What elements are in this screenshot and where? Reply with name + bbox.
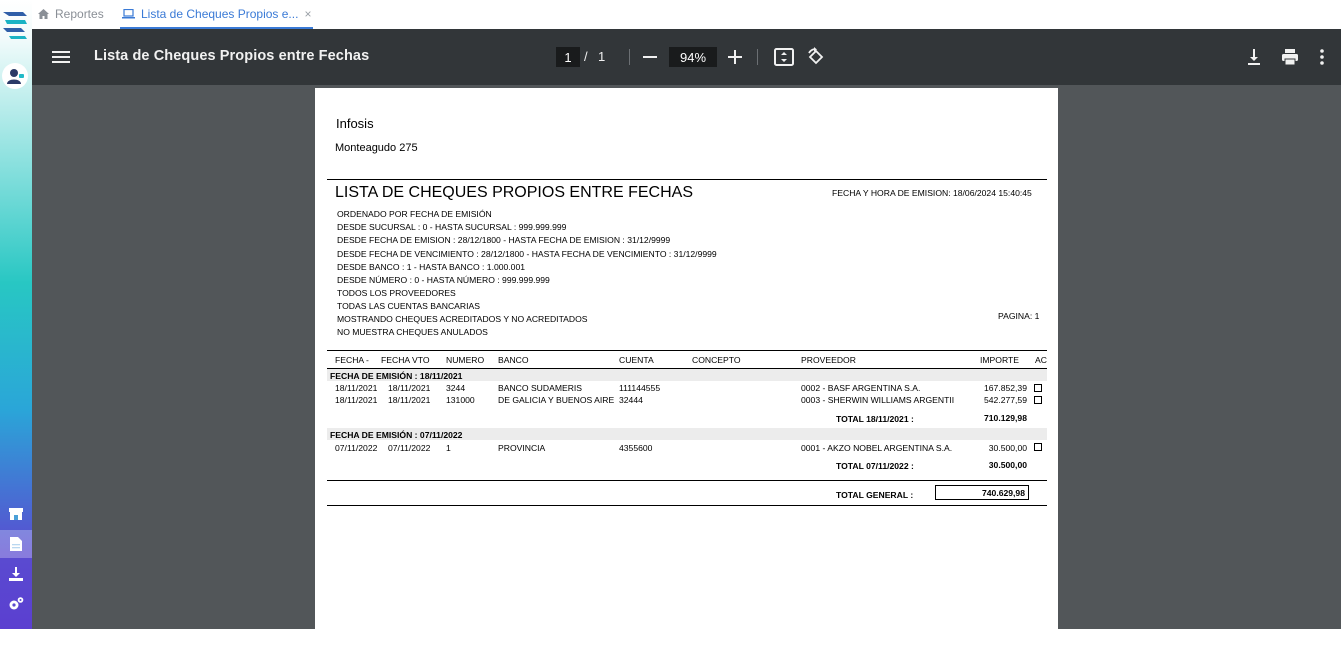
report-title: LISTA DE CHEQUES PROPIOS ENTRE FECHAS — [335, 184, 693, 201]
column-header: FECHA - — [335, 355, 369, 365]
group-header: FECHA DE EMISIÓN : 18/11/2021 — [330, 371, 463, 381]
criteria-line: DESDE BANCO : 1 - HASTA BANCO : 1.000.001 — [337, 262, 526, 272]
divider — [327, 179, 1047, 180]
divider — [327, 505, 1047, 506]
grand-total-label: TOTAL GENERAL : — [836, 490, 914, 500]
divider — [327, 480, 1047, 481]
cell-importe: 30.500,00 — [988, 443, 1027, 453]
cell-importe: 542.277,59 — [983, 395, 1027, 405]
criteria-line: ORDENADO POR FECHA DE EMISIÓN — [337, 209, 492, 219]
tab-close-icon[interactable]: × — [304, 6, 312, 21]
tab-label: Lista de Cheques Propios e... — [141, 6, 299, 21]
cell-numero: 131000 — [446, 395, 475, 405]
plus-icon — [728, 50, 742, 64]
column-header: CONCEPTO — [692, 355, 741, 365]
toolbar-divider — [757, 49, 758, 65]
column-header: NUMERO — [446, 355, 485, 365]
group-header: FECHA DE EMISIÓN : 07/11/2022 — [330, 430, 463, 440]
download-icon[interactable] — [1245, 48, 1263, 66]
criteria-line: TODAS LAS CUENTAS BANCARIAS — [337, 301, 480, 311]
column-header: CUENTA — [619, 355, 654, 365]
sidebar-item-download[interactable] — [0, 560, 32, 588]
page-separator: / — [584, 49, 588, 64]
group-total-value: 710.129,98 — [983, 413, 1027, 423]
fit-to-page-icon[interactable] — [774, 48, 794, 66]
app-sidebar — [0, 0, 32, 629]
print-icon[interactable] — [1281, 48, 1299, 66]
acreditado-checkbox — [1034, 384, 1042, 392]
download-tray-icon — [8, 566, 24, 582]
divider — [327, 350, 1047, 351]
pdf-page — [315, 88, 1058, 633]
user-icon — [5, 66, 25, 86]
zoom-out-button[interactable] — [642, 47, 658, 67]
cell-vto: 18/11/2021 — [388, 383, 431, 393]
home-icon — [38, 9, 49, 19]
cell-banco: DE GALICIA Y BUENOS AIRE — [498, 395, 615, 405]
cell-banco: BANCO SUDAMERIS — [498, 383, 583, 393]
app-logo[interactable] — [1, 8, 29, 40]
cell-numero: 1 — [446, 443, 451, 453]
group-total-value: 30.500,00 — [988, 460, 1027, 470]
tab-label: Reportes — [55, 6, 104, 21]
sidebar-item-reports[interactable] — [0, 530, 32, 558]
zoom-level-input[interactable]: 94% — [669, 47, 717, 67]
criteria-line: NO MUESTRA CHEQUES ANULADOS — [337, 327, 488, 337]
rotate-icon[interactable] — [806, 47, 826, 67]
cell-proveedor: 0003 - SHERWIN WILLIAMS ARGENTII — [801, 395, 955, 405]
criteria-line: DESDE FECHA DE VENCIMIENTO : 28/12/1800 - HASTA FECHA DE VENCIMIENTO : 31/12/9999 — [337, 249, 717, 259]
settings-icon — [8, 596, 24, 612]
menu-icon[interactable] — [52, 48, 70, 66]
grand-total-value: 740.629,98 — [981, 488, 1025, 498]
cell-proveedor: 0002 - BASF ARGENTINA S.A. — [801, 383, 921, 393]
company-address: Monteagudo 275 — [335, 142, 418, 154]
cell-fecha: 18/11/2021 — [335, 395, 378, 405]
criteria-line: DESDE FECHA DE EMISION : 28/12/1800 - HASTA FECHA DE EMISION : 31/12/9999 — [337, 235, 671, 245]
criteria-line: DESDE SUCURSAL : 0 - HASTA SUCURSAL : 999.999.999 — [337, 222, 567, 232]
cell-cuenta: 111144555 — [619, 383, 661, 393]
toolbar-divider — [629, 49, 630, 65]
criteria-line: TODOS LOS PROVEEDORES — [337, 288, 456, 298]
tab-bar — [32, 0, 1341, 29]
column-header: IMPORTE — [980, 355, 1019, 365]
group-total-label: TOTAL 07/11/2022 : — [836, 461, 914, 471]
cell-numero: 3244 — [446, 383, 466, 393]
criteria-line: DESDE NÚMERO : 0 - HASTA NÚMERO : 999.999.999 — [337, 275, 550, 285]
column-header: BANCO — [498, 355, 529, 365]
column-header: AC — [1035, 355, 1047, 365]
cell-vto: 18/11/2021 — [388, 395, 431, 405]
page-label: PAGINA: 1 — [998, 311, 1040, 321]
minus-icon — [643, 56, 657, 58]
cell-fecha: 07/11/2022 — [335, 443, 378, 453]
zoom-in-button[interactable] — [726, 47, 744, 67]
cell-vto: 07/11/2022 — [388, 443, 431, 453]
acreditado-checkbox — [1034, 443, 1042, 451]
store-icon — [8, 506, 24, 522]
emission-datetime: FECHA Y HORA DE EMISION: 18/06/2024 15:40:45 — [832, 188, 1032, 198]
page-count: 1 — [598, 49, 606, 64]
tab-lista-cheques[interactable] — [120, 0, 313, 29]
page-number-input[interactable]: 1 — [556, 47, 580, 67]
group-total-label: TOTAL 18/11/2021 : — [836, 414, 914, 424]
sidebar-item-settings[interactable] — [0, 590, 32, 618]
tab-reportes[interactable] — [38, 0, 104, 27]
more-options-icon[interactable] — [1318, 48, 1326, 66]
pdf-toolbar — [32, 29, 1341, 85]
sidebar-item-more[interactable] — [0, 620, 32, 648]
column-header: PROVEEDOR — [801, 355, 856, 365]
cell-proveedor: 0001 - AKZO NOBEL ARGENTINA S.A. — [801, 443, 953, 453]
document-icon — [9, 536, 23, 552]
cell-importe: 167.852,39 — [983, 383, 1027, 393]
cell-cuenta: 4355600 — [619, 443, 653, 453]
acreditado-checkbox — [1034, 396, 1042, 404]
document-title: Lista de Cheques Propios entre Fechas — [94, 48, 370, 64]
user-avatar[interactable] — [2, 63, 28, 89]
cell-cuenta: 32444 — [619, 395, 643, 405]
laptop-icon — [122, 9, 135, 19]
pdf-viewer — [32, 29, 1341, 629]
criteria-line: MOSTRANDO CHEQUES ACREDITADOS Y NO ACREDITADOS — [337, 314, 588, 324]
cell-banco: PROVINCIA — [498, 443, 546, 453]
sidebar-item-store[interactable] — [0, 500, 32, 528]
company-name: Infosis — [336, 116, 374, 131]
column-header: FECHA VTO — [381, 355, 430, 365]
cell-fecha: 18/11/2021 — [335, 383, 378, 393]
